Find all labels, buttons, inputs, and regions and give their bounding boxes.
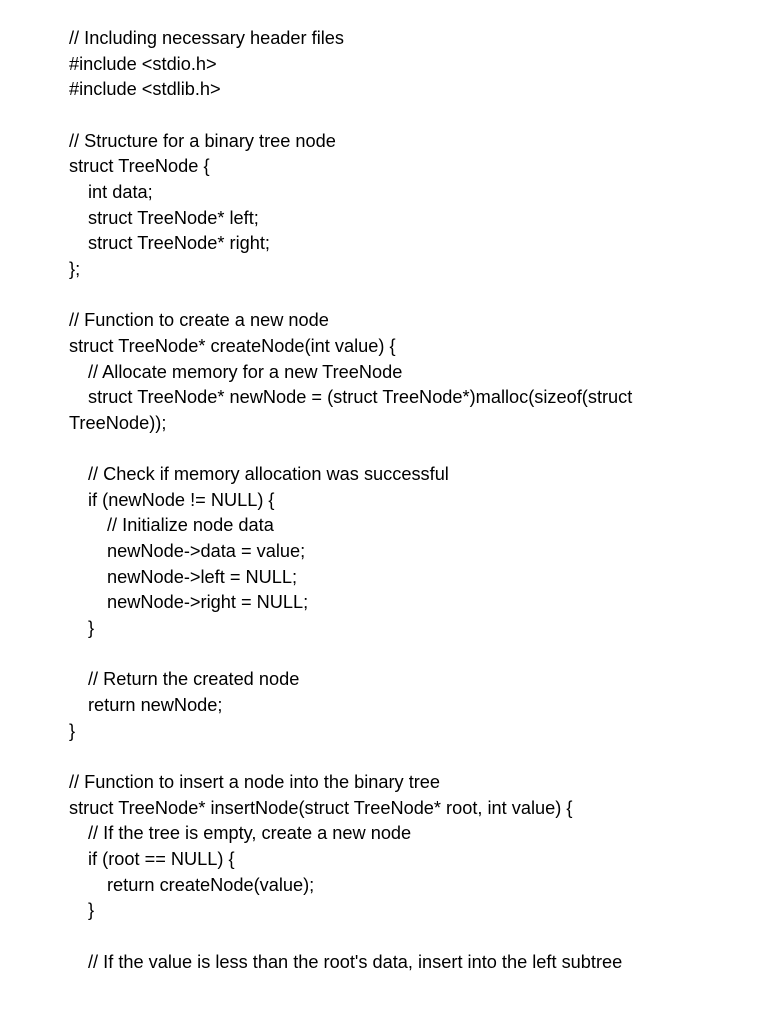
blank-line: [69, 924, 709, 950]
blank-line: [69, 283, 709, 309]
code-line: // Return the created node: [88, 669, 300, 690]
code-line: newNode->right = NULL;: [107, 592, 309, 613]
code-line: struct TreeNode {: [69, 156, 210, 177]
code-line: if (newNode != NULL) {: [88, 489, 275, 510]
code-line: // Check if memory allocation was successful: [88, 464, 449, 485]
code-line: return createNode(value);: [107, 874, 315, 895]
blank-line: [69, 744, 709, 770]
code-line: }: [88, 618, 95, 639]
blank-line: [69, 642, 709, 668]
code-line: // Including necessary header files: [69, 28, 344, 48]
code-line: #include <stdio.h>: [69, 53, 217, 74]
code-line: struct TreeNode* insertNode(struct TreeNode* root, int value) {: [69, 797, 573, 818]
code-line: // If the value is less than the root's data, insert into the left subtree: [88, 951, 623, 972]
code-line: // Function to insert a node into the binary tree: [69, 772, 441, 793]
code-line: // Function to create a new node: [69, 310, 329, 331]
code-line: // Initialize node data: [107, 515, 274, 536]
code-line: }: [69, 720, 76, 741]
code-line: newNode->left = NULL;: [107, 566, 298, 587]
code-line: if (root == NULL) {: [88, 849, 235, 869]
code-line: }: [88, 900, 95, 921]
code-line: struct TreeNode* left;: [88, 207, 259, 228]
code-line: };: [69, 258, 81, 279]
code-line: struct TreeNode* right;: [88, 233, 270, 254]
blank-line: [69, 103, 709, 129]
code-line: #include <stdlib.h>: [69, 79, 221, 100]
code-line: // Allocate memory for a new TreeNode: [88, 361, 403, 382]
code-line: return newNode;: [88, 695, 223, 716]
code-line: // Structure for a binary tree node: [69, 130, 336, 151]
code-listing: [69, 26, 709, 975]
code-line: TreeNode));: [69, 412, 167, 433]
code-line: int data;: [88, 181, 153, 202]
code-line: struct TreeNode* newNode = (struct TreeNode*)malloc(sizeof(struct: [88, 387, 633, 408]
code-line: newNode->data = value;: [107, 541, 306, 562]
blank-line: [69, 437, 709, 463]
code-line: struct TreeNode* createNode(int value) {: [69, 335, 396, 356]
code-line: // If the tree is empty, create a new node: [88, 823, 412, 844]
